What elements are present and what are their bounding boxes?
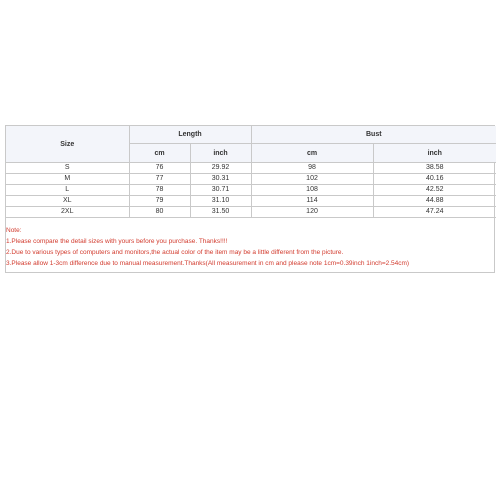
table-row: [6, 207, 496, 218]
bust-cm-header: cm: [251, 144, 373, 163]
note-line: 3.Please allow 1-3cm difference due to manual measurement.Thanks(All measurement in cm and please note 1cm=0.39inch 1inch=2.54cm): [6, 260, 410, 267]
length-cm-cell: 76: [129, 163, 190, 174]
bust-cm-cell: 114: [251, 196, 373, 207]
length-cm-cell: 79: [129, 196, 190, 207]
table-row: [6, 196, 496, 207]
table-group-header-row: [6, 126, 496, 144]
length-inch-header: inch: [190, 144, 251, 163]
bust-inch-header: inch: [373, 144, 496, 163]
table-row: [6, 185, 496, 196]
length-cm-cell: 80: [129, 207, 190, 218]
note-line: 1.Please compare the detail sizes with yours before you purchase. Thanks!!!!: [6, 238, 228, 245]
bust-cm-cell: 120: [251, 207, 373, 218]
size-header: Size: [6, 126, 129, 163]
length-inch-cell: 31.10: [190, 196, 251, 207]
size-cell: M: [6, 174, 129, 185]
bust-inch-cell: 47.24: [373, 207, 496, 218]
notes-title: Note:: [6, 227, 22, 234]
table-row: [6, 174, 496, 185]
length-inch-cell: 30.31: [190, 174, 251, 185]
length-inch-cell: 30.71: [190, 185, 251, 196]
size-table: [6, 126, 496, 218]
length-inch-cell: 29.92: [190, 163, 251, 174]
size-cell: XL: [6, 196, 129, 207]
bust-inch-cell: 38.58: [373, 163, 496, 174]
length-inch-cell: 31.50: [190, 207, 251, 218]
notes-section: [6, 218, 494, 272]
bust-cm-cell: 108: [251, 185, 373, 196]
note-line: 2.Due to various types of computers and monitors,the actual color of the item may be a little different from the picture.: [6, 249, 344, 256]
bust-inch-cell: 44.88: [373, 196, 496, 207]
bust-header: Bust: [251, 126, 496, 144]
table-row: [6, 163, 496, 174]
length-cm-cell: 77: [129, 174, 190, 185]
bust-cm-cell: 98: [251, 163, 373, 174]
size-chart: [5, 125, 495, 273]
bust-inch-cell: 40.16: [373, 174, 496, 185]
length-cm-header: cm: [129, 144, 190, 163]
size-cell: 2XL: [6, 207, 129, 218]
size-cell: S: [6, 163, 129, 174]
size-cell: L: [6, 185, 129, 196]
bust-inch-cell: 42.52: [373, 185, 496, 196]
bust-cm-cell: 102: [251, 174, 373, 185]
length-header: Length: [129, 126, 251, 144]
length-cm-cell: 78: [129, 185, 190, 196]
